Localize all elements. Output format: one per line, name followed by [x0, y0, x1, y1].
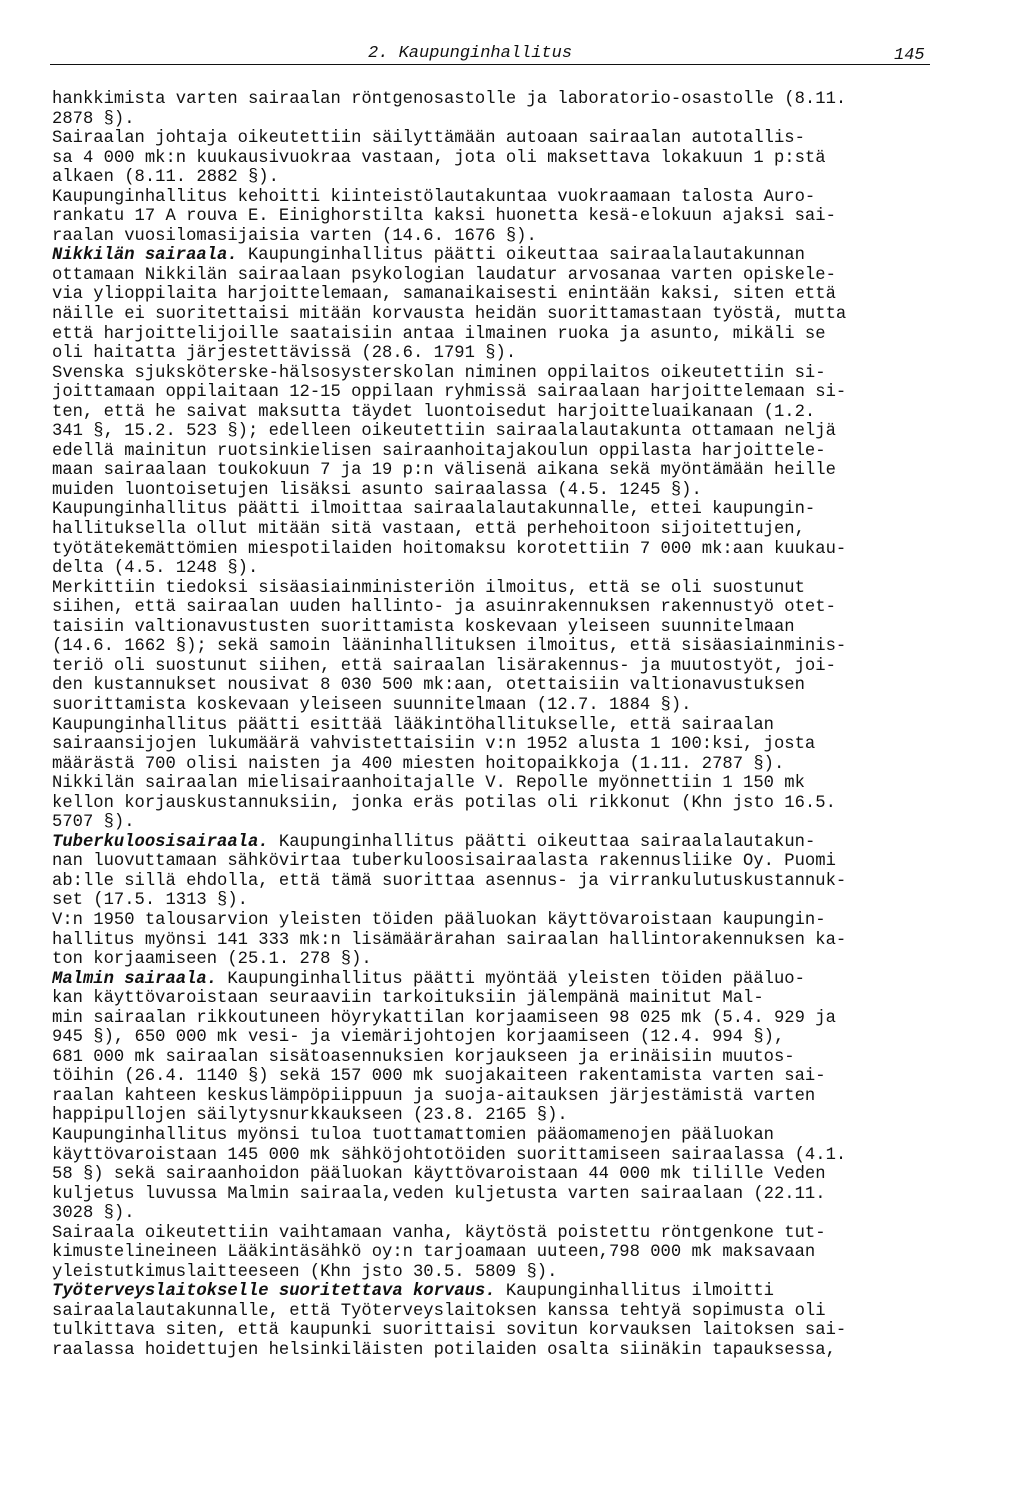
paragraph — [52, 500, 932, 578]
paragraph-text: Merkittiin tiedoksi sisäasiainministeriön ilmoitus, että se oli suostunut siihen, että sairaalan uuden hallinto- ja asuinrakennuksen rakennustyö otet- taisiin valtionavustusten suorittamista koskevaan yleiseen suunnitelmaan (14.6. 1662 §); sekä samoin lääninhallituksen ilmoitus, että sisäasiainminis- teriö oli suostunut siihen, että sairaalan lisärakennus- ja muutostyöt, joi- den kustannukset nousivat 8 030 500 mk:aan, otettaisiin valtionavustuksen suorittamista koskevaan yleiseen suunnitelmaan (12.7. 1884 §). — [52, 578, 847, 715]
paragraph-text: hankkimista varten sairaalan röntgenosastolle ja laboratorio-osastolle (8.11. 2878 §). — [52, 90, 847, 129]
paragraph-text: Kaupunginhallitus päätti esittää lääkintöhallitukselle, että sairaalan sairaansijojen lukumäärä vahvistettaisiin v:n 1952 alusta 1 100:ksi, josta määrästä 700 olisi naisten ja 400 miesten hoitopaikkoja (1.11. 2787 §). — [52, 715, 816, 774]
paragraph-lead: Nikkilän sairaala. — [52, 246, 238, 266]
running-head: 2. Kaupunginhallitus — [368, 44, 573, 63]
paragraph-text: Kaupunginhallitus myönsi tuloa tuottamattomien pääomamenojen pääluokan käyttövaroistaan 145 000 mk sähköjohtotöiden suorittamiseen sairaalassa (4.1. 58 §) sekä sairaanhoidon pääluokan käyttövaroistaan 44 000 mk tilille Veden kuljetus luvussa Malmin sairaala,veden kuljetusta varten sairaalaan (22.11. 3028 §). — [52, 1125, 847, 1224]
paragraph — [52, 90, 932, 129]
paragraph — [52, 246, 932, 363]
paragraph-text: Kaupunginhallitus päätti ilmoittaa sairaalalautakunnalle, ettei kaupungin- hallituksella ollut mitään sitä vastaan, että perhehoitoon sijoitettujen, työtätekemättömien miespotilaiden hoitomaksu korotettiin 7 000 mk:aan kuukau- delta (4.5. 1248 §). — [52, 500, 847, 579]
body-text — [52, 90, 932, 1361]
paragraph-text: Kaupunginhallitus päätti myöntää yleisten töiden pääluo- kan käyttövaroistaan seuraaviin tarkoituksiin jälempänä mainitut Mal- min sairaalan rikkoutuneen höyrykattilan korjaamiseen 98 025 mk (5.4. 929 ja 945 §), 650 000 mk vesi- ja viemärijohtojen korjaamiseen (12.4. 994 §), 681 000 mk sairaalan sisätoasennuksien korjaukseen ja erinäisiin muutos- töihin (26.4. 1140 §) sekä 157 000 mk suojakaiteen rakentamista varten sai- raalan kahteen keskuslämpöpiippuun ja suoja-aitauksen järjestämistä varten happipullojen säilytysnurkkaukseen (23.8. 2165 §). — [52, 969, 836, 1126]
paragraph-lead: Työterveyslaitokselle suoritettava korvaus. — [52, 1282, 496, 1302]
paragraph — [52, 1224, 932, 1283]
paragraph-text: Sairaalan johtaja oikeutettiin säilyttämään autoaan sairaalan autotallis- sa 4 000 mk:n kuukausivuokraa vastaan, jota oli maksettava lokakuun 1 p:stä alkaen (8.11. 2882 §). — [52, 129, 826, 188]
paragraph-text: Kaupunginhallitus päätti oikeuttaa sairaalalautakun- nan luovuttamaan sähkövirtaa tuberkuloosisairaalasta rakennusliike Oy. Puomi ab:lle sillä ehdolla, että tämä suorittaa asennus- ja virrankulutuskustannuk- set (17.5. 1313 §). — [52, 832, 847, 911]
paragraph-lead: Tuberkuloosisairaala. — [52, 832, 269, 852]
header-rule — [50, 64, 930, 65]
paragraph — [52, 129, 932, 188]
page-number: 145 — [894, 46, 925, 65]
paragraph-text: Kaupunginhallitus päätti oikeuttaa sairaalalautakunnan ottamaan Nikkilän sairaalaan psykologian laudatur arvosanaa varten opiskele- via ylioppilaita harjoittelemaan, samanaikaisesti enintään kaksi, siten että näille ei suoritettaisi mitään korvausta heidän suorittamastaan työstä, mutta että harjoittelijoille saataisiin antaa ilmainen ruoka ja asunto, mikäli se oli haitatta järjestettävissä (28.6. 1791 §). — [52, 246, 847, 364]
paragraph — [52, 833, 932, 911]
paragraph — [52, 188, 932, 247]
paragraph — [52, 1282, 932, 1360]
paragraph-lead: Malmin sairaala. — [52, 969, 218, 989]
paragraph — [52, 911, 932, 970]
paragraph — [52, 579, 932, 716]
paragraph — [52, 774, 932, 833]
paragraph-text: V:n 1950 talousarvion yleisten töiden pääluokan käyttövaroistaan kaupungin- hallitus myönsi 141 333 mk:n lisämäärärahan sairaalan hallintorakennuksen ka- ton korjaamiseen (25.1. 278 §). — [52, 910, 847, 970]
paragraph-text: Nikkilän sairaalan mielisairaanhoitajalle V. Repolle myönnettiin 1 150 mk kellon korjauskustannuksiin, jonka eräs potilas oli rikkonut (Khn jsto 16.5. 5707 §). — [52, 774, 836, 833]
paragraph-text: Sairaala oikeutettiin vaihtamaan vanha, käytöstä poistettu röntgenkone tut- kimustelineineen Lääkintäsähkö oy:n tarjoamaan uuteen,798 000 mk maksavaan yleistutkimuslaitteeseen (Khn jsto 30.5. 5809 §). — [52, 1223, 826, 1282]
paragraph-text: Kaupunginhallitus kehoitti kiinteistölautakuntaa vuokraamaan talosta Auro- rankatu 17 A rouva E. Einighorstilta kaksi huonetta kesä-elokuun ajaksi sai- raalan vuosilomasijaisia varten (14.6. 1676 §). — [52, 187, 836, 246]
paragraph-text: Svenska sjuksköterske-hälsosysterskolan niminen oppilaitos oikeutettiin si- joittamaan oppilaitaan 12-15 oppilaan ryhmissä sairaalaan harjoittelemaan si- ten, että he saivat maksutta täydet luontoisedut harjoitteluaikanaan (1.2. 341 §, 15.2. 523 §); edelleen oikeutettiin sairaalalautakunta ottamaan neljä edellä mainitun ruotsinkielisen sairaanhoitajakoulun oppilasta harjoittele- maan sairaalaan toukokuun 7 ja 19 p:n välisenä aikana sekä myöntämään heille muiden luontoisetujen lisäksi asunto sairaalassa (4.5. 1245 §). — [52, 363, 847, 500]
paragraph — [52, 364, 932, 501]
paragraph-text: Kaupunginhallitus ilmoitti sairaalalautakunnalle, että Työterveyslaitoksen kanssa tehtyä sopimusta oli tulkittava siten, että kaupunki suorittaisi sovitun korvauksen laitoksen sai- raalassa hoidettujen helsinkiläisten potilaiden osalta siinäkin tapauksessa, — [52, 1282, 847, 1360]
paragraph — [52, 716, 932, 775]
paragraph — [52, 970, 932, 1126]
paragraph — [52, 1126, 932, 1224]
